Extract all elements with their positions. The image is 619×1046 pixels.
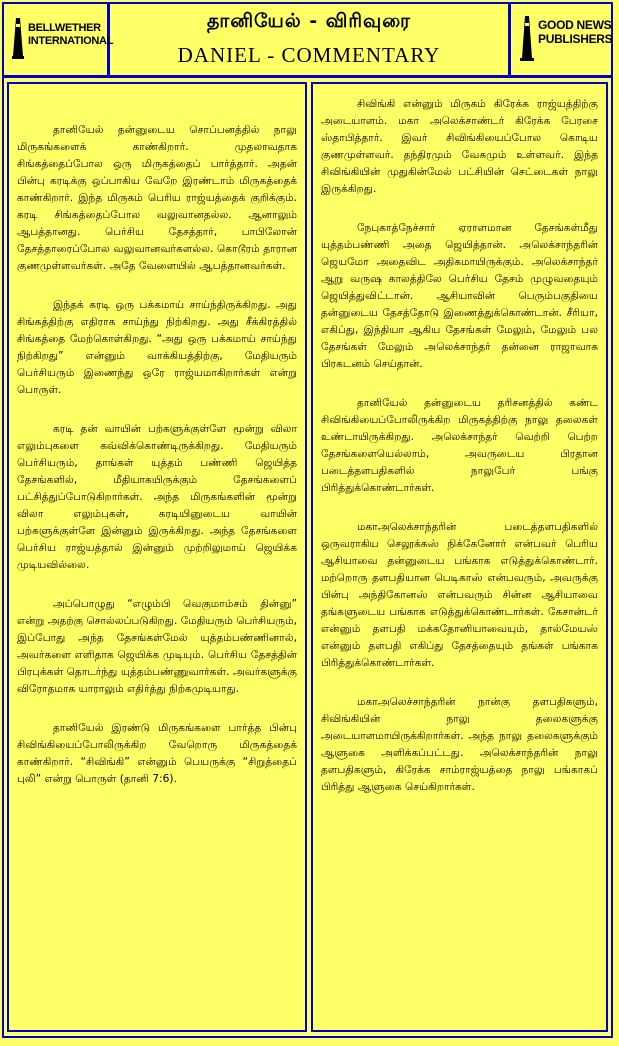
title-english: DANIEL - COMMENTARY: [177, 43, 441, 67]
paragraph: இந்தக் கரடி ஒரு பக்கமாய் சாய்ந்திருக்கிறது. அது சிங்கத்திற்கு எதிராக சாய்ந்து நிற்கிறது. அது சீக்கிரத்தில் சிங்கத்தை மேற்கொள்கிறது. “அது ஒரு பக்கமாய் சாய்ந்து நிற்கிறது” என்னும் வாக்கியத்திற்கு, மேதியரும் பெர்சியரும் இணைந்து ஒரே ராஜ்யமாகிறார்கள் என்று பொருள்.: [17, 299, 297, 396]
left-logo-line1: BELLWETHER: [28, 22, 101, 34]
header: [4, 4, 611, 78]
left-column: [7, 82, 307, 1032]
paragraph: மகாஅலெக்சாந்தரின் படைத்தளபதிகளில் ஒருவராகிய செலூக்கஸ் நிக்கேனோர் என்பவர் பெரிய ஆசியாவை தன்னுடைய பங்காக எடுத்துக்கொண்டார். மற்றொரு தளபதியான பெடிகாஸ் என்பவரும், அவருக்கு பின்பு அந்திகோனஸ் என்பவரும் சின்ன ஆசியாவை தங்களுடைய பங்காக எடுத்துக்கொண்டார்கள். கேசான்டர் என்னும் தளபதி மக்கதோனியாவையும், தால்மேயஸ் என்னும் தளபதி எகிப்து தேசத்தையும் தங்கள் பங்காக பிரித்துக்கொண்டார்கள்.: [321, 521, 598, 669]
good-news-logo: [508, 4, 611, 75]
paragraph: தானியேல் தன்னுடைய சொப்பனத்தில் நாலு மிருகங்களைக் காண்கிறார். முதலாவதாக சிங்கத்தைப்போல ஒரு மிருகத்தைப் பார்த்தார். அதன் பின்பு கரடிக்கு ஒப்பாகிய வேறே இரண்டாம் மிருகத்தைக் காண்கிறார். இந்த மிருகம் பெரிய ராஜ்யத்தைக் குறிக்கும். கரடி சிங்கத்தைப்போல வலுவானதல்ல. ஆனாலும் ஆபத்தானது. பெர்சிய தேசத்தார், பாபிலோன் தேசத்தாரைப்போல வலுவானவர்களல்ல. கொடூரம் தாரான குணமுள்ளவர்கள். அதே வேளையில் ஆபத்தானவர்கள்.: [17, 124, 297, 272]
lighthouse-icon: [519, 14, 535, 62]
bellwether-logo: [4, 4, 114, 75]
paragraph: தானியேல் இரண்டு மிருகங்களை பார்த்த பின்பு சிவிங்கியைப்போலிருக்கிற வேறொரு மிருகத்தைக் காண்கிறார். “சிவிங்கி” என்னும் பெயருக்கு “சிறுத்தைப் புலி” என்று பொருள் (தானி 7:6).: [17, 722, 297, 785]
paragraph: அப்பொழுது “எழும்பி வெகுமாம்சம் தின்னு” என்று அதற்கு சொல்லப்படுகிறது. மேதியரும் பெர்சியரும், இப்போது அந்த தேசங்கள்மேல் யுத்தம்பண்ணினால், அவர்களை எளிதாக ஜெயிக்க முடியும். பெர்சிய தேசத்தின் பிரபுக்கள் தொடர்ந்து யுத்தம்பண்ணுவார்கள். அவர்களுக்கு விரோதமாக யாராலும் எதிர்த்து நிற்கமுடியாது.: [17, 598, 297, 695]
right-column: [311, 82, 608, 1032]
right-logo-line2: PUBLISHERS: [538, 32, 613, 46]
right-logo-line1: GOOD NEWS: [538, 18, 612, 32]
paragraph: தானியேல் தன்னுடைய தரிசனத்தில் கண்ட சிவிங்கியைப்போலிருக்கிற மிருகத்திற்கு நாலு தலைகள் உண்டாயிருக்கிறது. அலெக்சாந்தர் வெற்றி பெற்ற தேசங்களையெல்லாம், அவருடைய பிரதான படைத்தளபதிகளில் நாலுபேர் பங்கு பிரித்துக்கொண்டார்கள்.: [321, 397, 598, 494]
paragraph: சிவிங்கி என்னும் மிருகம் கிரேக்க ராஜ்யத்திற்கு அடையாளம். மகா அலெக்சாண்டர் கிரேக்க பேரசை ஸ்தாபித்தார். இவர் சிவிங்கியைப்போல கொடிய குணமுள்ளவர். தந்திரமும் வேகமும் உள்ளவர். இந்த சிவிங்கியின் முதுகின்மேல் பட்சியின் செட்டைகள் நாலு இருக்கிறது.: [321, 98, 598, 195]
page: [2, 2, 613, 1038]
right-logo-text: [538, 18, 612, 46]
left-logo-text: [28, 22, 113, 48]
title-tamil: தானியேல் - விரிவுரை: [207, 10, 411, 32]
left-logo-line2: INTERNATIONAL: [28, 35, 114, 47]
title-box: [110, 4, 508, 75]
lighthouse-icon: [11, 16, 25, 60]
paragraph: கரடி தன் வாயின் பற்களுக்குள்ளே மூன்று விலா எலும்புகளை கவ்விக்கொண்டிருக்கிறது. மேதியரும் பெர்சியரும், தாங்கள் யுத்தம் பண்ணி ஜெயித்த தேசங்களில், மீதியாகயிருக்கும் தேசங்களைப் பட்சித்துப்போடுகிறார்கள். அந்த மிருகங்களின் மூன்று விலா எலும்புகள், கரடியினுடைய வாயின் பற்களுக்குள்ளே இன்னும் இருக்கிறது. அந்த தேசங்களை பெர்சிய ராஜ்யத்தால் இன்னும் முற்றிலுமாய் ஜெயிக்க முடியவில்லை.: [17, 423, 297, 571]
paragraph: மகாஅலெச்சாந்தரின் நான்கு தளபதிகளும், சிவிங்கியின் நாலு தலைகளுக்கு அடையாளமாயிருக்கிறார்கள். அந்த நாலு தலைகளுக்கும் ஆளுகை அளிக்கப்பட்டது. அலெக்சாந்தரின் நாலு தளபதிகளும், கிரேக்க சாம்ராஜ்யத்தை நாலு பங்காகப் பிரித்து ஆளுகை செய்கிறார்கள்.: [321, 696, 598, 793]
paragraph: நேபுகாத்நேச்சார் ஏராளமான தேசங்கள்மீது யுத்தம்பண்ணி அதை ஜெயித்தான். அலெக்சாந்தரின் ஜெயமோ அதைவிட அதிகமாயிருக்கும். அலெக்சாந்தர் ஆறு வருஷ காலத்திலே பெர்சிய தேசம் முழுவதையும் ஜெயித்துவிட்டான். ஆசியாவின் பெரும்பகுதியை தன்னுடைய தேசத்தோடு இணைத்துக்கொண்டான். சீரியா, எகிப்து, இந்தியா ஆகிய தேசங்கள் மேலும், மேலும் பல தேசங்கள் மேலும் அலெக்சாந்தர் தன்னை ராஜாவாக பிரகடனம் செய்தான்.: [321, 222, 598, 370]
